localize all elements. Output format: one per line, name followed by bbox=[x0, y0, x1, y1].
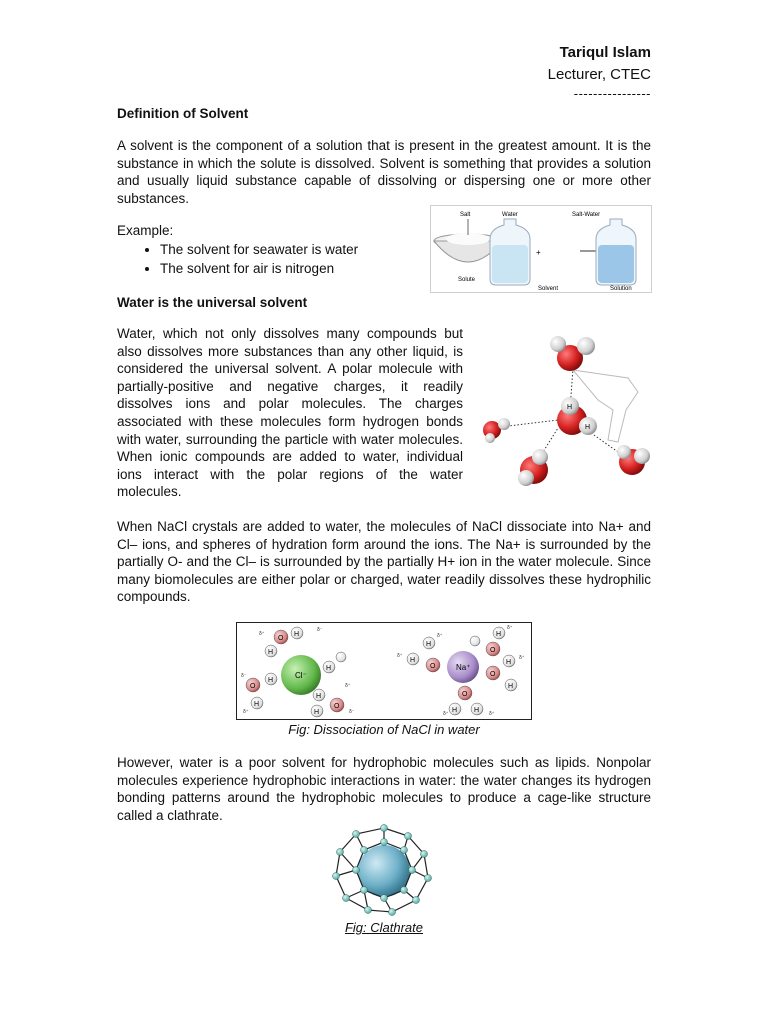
hydrogen-atom bbox=[617, 445, 631, 459]
example-item: • The solvent for seawater is water bbox=[160, 240, 358, 259]
svg-text:O: O bbox=[490, 647, 496, 654]
svg-text:O: O bbox=[462, 691, 468, 698]
hydrogen-atom bbox=[485, 433, 495, 443]
example-label: Example: bbox=[117, 223, 174, 238]
svg-text:H: H bbox=[294, 631, 300, 638]
svg-text:H: H bbox=[452, 707, 458, 714]
na-label: Na⁺ bbox=[456, 663, 471, 672]
water-molecule bbox=[449, 686, 483, 715]
svg-text:δ⁺: δ⁺ bbox=[507, 625, 513, 631]
header-divider: ---------------- bbox=[573, 86, 651, 101]
nacl-paragraph: When NaCl crystals are added to water, the molecules of NaCl dissociate into Na+ and Cl– ions, and spheres of hydration form around the ions. The Na+ is surrounded by the partially O- and the Cl– is surrounded by the partially H+ ion in the water molecule. Since many biomolecules are either polar or charged, water readily dissolves these hydrophilic compounds. bbox=[117, 519, 651, 605]
water-fill bbox=[492, 245, 528, 283]
svg-text:H: H bbox=[326, 665, 332, 672]
h-label: H bbox=[585, 424, 591, 431]
water-label: Water bbox=[502, 212, 518, 218]
svg-text:H: H bbox=[254, 701, 260, 708]
cl-label: Cl⁻ bbox=[295, 671, 307, 680]
solution-formation-figure bbox=[430, 205, 652, 293]
svg-text:H: H bbox=[506, 659, 512, 666]
svg-text:δ⁺: δ⁺ bbox=[443, 711, 449, 717]
svg-text:δ⁻: δ⁻ bbox=[241, 673, 247, 679]
svg-text:δ⁻: δ⁻ bbox=[317, 627, 323, 633]
water-molecule bbox=[486, 655, 517, 691]
water-molecule bbox=[470, 627, 505, 656]
water-molecule bbox=[311, 689, 344, 717]
svg-text:H: H bbox=[426, 641, 432, 648]
svg-text:O: O bbox=[250, 683, 256, 690]
svg-text:δ⁺: δ⁺ bbox=[489, 711, 495, 717]
nacl-dissociation-figure bbox=[236, 622, 532, 720]
svg-text:H: H bbox=[268, 677, 274, 684]
author-name: Tariqul Islam bbox=[559, 44, 651, 61]
hydrogen-atom bbox=[577, 337, 595, 355]
svg-text:δ⁺: δ⁺ bbox=[397, 653, 403, 659]
water-molecule bbox=[246, 673, 277, 709]
svg-text:H: H bbox=[268, 649, 274, 656]
plus-sign: + bbox=[536, 248, 541, 257]
water-molecule bbox=[323, 652, 346, 673]
svg-text:O: O bbox=[278, 635, 284, 642]
svg-text:δ⁺: δ⁺ bbox=[345, 683, 351, 689]
h-label: H bbox=[567, 404, 573, 411]
definition-paragraph: A solvent is the component of a solution that is present in the greatest amount. It is the substance in which the solute is dissolved. Solvent is something that provides a solution and usually liquid substance capable of dissolving or dispersing one or more other substances. bbox=[117, 138, 651, 206]
solution-label: Solution bbox=[610, 286, 632, 292]
svg-text:δ⁺: δ⁺ bbox=[519, 655, 525, 661]
example-item: • The solvent for air is nitrogen bbox=[160, 259, 358, 278]
hydrogen-atom bbox=[518, 470, 534, 486]
salt-label: Salt bbox=[460, 212, 471, 218]
hydrogen-atom bbox=[498, 418, 510, 430]
svg-text:O: O bbox=[334, 703, 340, 710]
definition-heading: Definition of Solvent bbox=[117, 106, 249, 121]
svg-text:H: H bbox=[496, 631, 502, 638]
solute-label: Solute bbox=[458, 277, 476, 283]
svg-text:δ⁺: δ⁺ bbox=[259, 631, 265, 637]
nacl-figure-caption: Fig: Dissociation of NaCl in water bbox=[288, 722, 480, 737]
universal-solvent-paragraph: Water, which not only dissolves many compounds but also dissolves more substances than any other liquid, is considered the universal solvent. A polar molecule with partially-positive and negative charges, it readily dissolves ions and polar molecules. The charges associated with these molecules form hydrogen bonds with water, surrounding the particle with water molecules. When ionic compounds are added to water, individual ions interact with the polar regions of the water molecules. bbox=[117, 326, 463, 500]
solvent-label: Solvent bbox=[538, 286, 559, 292]
hydrogen-atom bbox=[550, 336, 566, 352]
hydrogen-atom bbox=[532, 449, 548, 465]
author-role: Lecturer, CTEC bbox=[547, 66, 651, 83]
svg-text:O: O bbox=[490, 671, 496, 678]
hydrophobic-paragraph: However, water is a poor solvent for hydrophobic molecules such as lipids. Nonpolar molecules experience hydrophobic interactions in water: the water changes its hydrogen bonding patterns around the hydrophobic molecules to produce a cage-like structure called a clathrate. bbox=[117, 755, 651, 823]
svg-text:δ⁻: δ⁻ bbox=[349, 709, 355, 715]
water-hydrogen-bond-figure bbox=[478, 330, 658, 488]
svg-text:H: H bbox=[508, 683, 514, 690]
svg-text:O: O bbox=[430, 663, 436, 670]
clathrate-figure-caption: Fig: Clathrate bbox=[344, 920, 424, 935]
nacl-diagram bbox=[237, 623, 531, 719]
svg-text:δ⁺: δ⁺ bbox=[243, 709, 249, 715]
water-molecule bbox=[265, 627, 303, 657]
hydrogen-atom bbox=[634, 448, 650, 464]
svg-text:H: H bbox=[316, 693, 322, 700]
svg-text:H: H bbox=[410, 657, 416, 664]
solution-fill bbox=[598, 245, 634, 283]
svg-text:H: H bbox=[474, 707, 480, 714]
example-list bbox=[148, 240, 358, 278]
universal-solvent-heading: Water is the universal solvent bbox=[117, 295, 308, 310]
water-molecule bbox=[407, 637, 440, 672]
svg-text:H: H bbox=[314, 709, 320, 716]
svg-text:δ⁺: δ⁺ bbox=[437, 633, 443, 639]
salt-water-label: Salt-Water bbox=[572, 212, 601, 218]
clathrate-figure bbox=[328, 824, 440, 918]
